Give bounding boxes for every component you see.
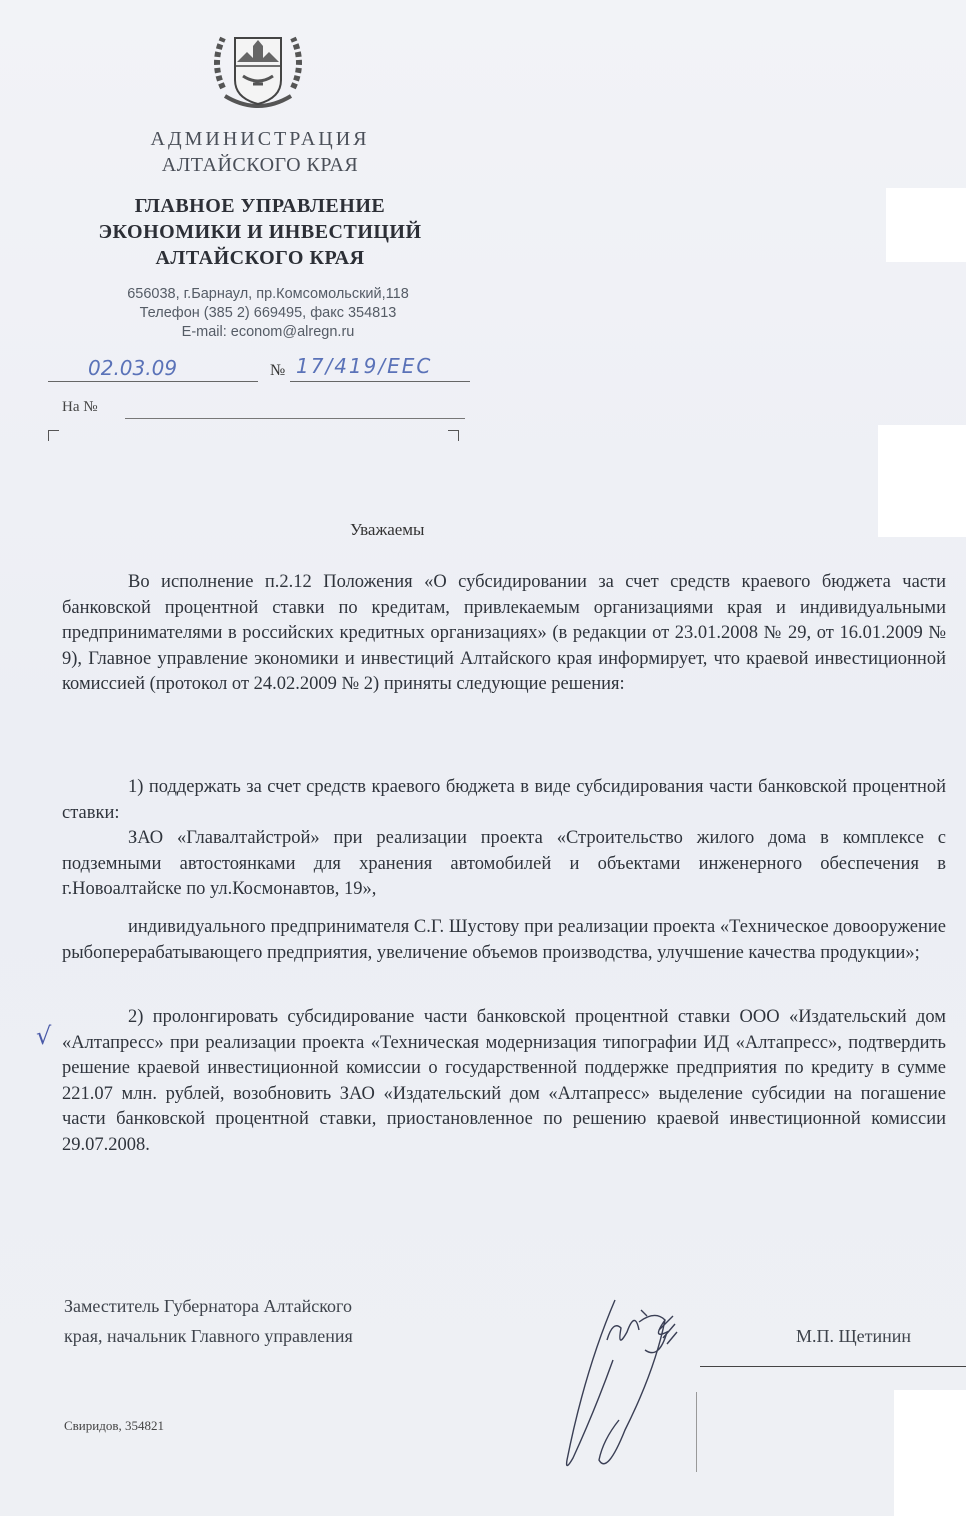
signer-title-line2: края, начальник Главного управления [64, 1326, 353, 1346]
decision-1-ip-paragraph: индивидуального предпринимателя С.Г. Шустову при реализации проекта «Техническое довооружение рыбоперерабатывающего предприятия, увеличение объемов производства, улучшение качества продукции»; [62, 917, 946, 963]
outgoing-date: 02.03.09 [88, 356, 178, 380]
address-corner-right [448, 430, 459, 441]
redacted-area [878, 425, 966, 537]
date-underline [48, 381, 258, 382]
salutation: Уважаемы [350, 520, 425, 539]
intro-paragraph: Во исполнение п.2.12 Положения «О субсидировании за счет средств краевого бюджета части банковской процентной ставки по кредитам, привлекаемым организациями края и индивидуальными предпринимателями в российских кредитных организациях» (в редакции от 23.01.2008 № 29, от 16.01.2009 № 9), Главное управление экономики и инвестиций Алтайского края информирует, что краевой инвестиционной комиссией (протокол от 24.02.2009 № 2) приняты следующие решения: [62, 572, 946, 695]
phone-fax: Телефон (385 2) 669495, факс 354813 [139, 305, 397, 321]
coat-of-arms-icon [203, 18, 313, 118]
outgoing-number: 17/419/ЕЕС [296, 354, 433, 378]
department-title-line1: ГЛАВНОЕ УПРАВЛЕНИЕ [134, 195, 386, 217]
handwritten-signature-icon [555, 1280, 725, 1480]
signer-name: М.П. Щетинин [796, 1326, 912, 1346]
reply-to-label: На № [62, 399, 98, 415]
decision-1-zao-paragraph: ЗАО «Главалтайстрой» при реализации проекта «Строительство жилого дома в комплексе с подземными автостоянками для хранения автомобилей и объектами инженерного обеспечения в г.Новоалтайске по ул.Космонавтов, 19», [62, 828, 946, 900]
administration-region: АЛТАЙСКОГО КРАЯ [161, 154, 359, 176]
email-address: E-mail: econom@alregn.ru [181, 324, 355, 340]
decision-1-paragraph: 1) поддержать за счет средств краевого бюджета в виде субсидирования части банковской процентной ставки: [62, 777, 946, 823]
number-underline [290, 381, 470, 382]
decision-2-paragraph: 2) пролонгировать субсидирование части банковской процентной ставки ООО «Издательский дом «Алтапресс» при реализации проекта «Техническая модернизация типографии ИД «Алтапресс», подтвердить решение краевой инвестиционной комиссии о государственной поддержке предприятия по кредиту в сумме 221.07 млн. рублей, возобновить ЗАО «Издательский дом «Алтапресс» выделение субсидии на погашение части банковской процентной ставки, приостановленное по решению краевой инвестиционной комиссии 29.07.2008. [62, 1007, 946, 1155]
redacted-area [886, 188, 966, 262]
redacted-area [894, 1390, 966, 1516]
administration-title: АДМИНИСТРАЦИЯ [150, 128, 370, 150]
postal-address: 656038, г.Барнаул, пр.Комсомольский,118 [127, 286, 409, 302]
number-label: № [270, 362, 286, 379]
department-title-line2: ЭКОНОМИКИ И ИНВЕСТИЦИЙ [98, 221, 422, 243]
department-title-line3: АЛТАЙСКОГО КРАЯ [155, 247, 365, 269]
address-corner-left [48, 430, 59, 441]
signature-underline [700, 1366, 966, 1367]
executor-contact: Свиридов, 354821 [64, 1418, 164, 1433]
margin-check-icon: √ [36, 1022, 52, 1050]
scan-artifact-line [696, 1392, 697, 1472]
reply-to-underline [125, 418, 465, 419]
signer-title-line1: Заместитель Губернатора Алтайского [64, 1296, 352, 1316]
